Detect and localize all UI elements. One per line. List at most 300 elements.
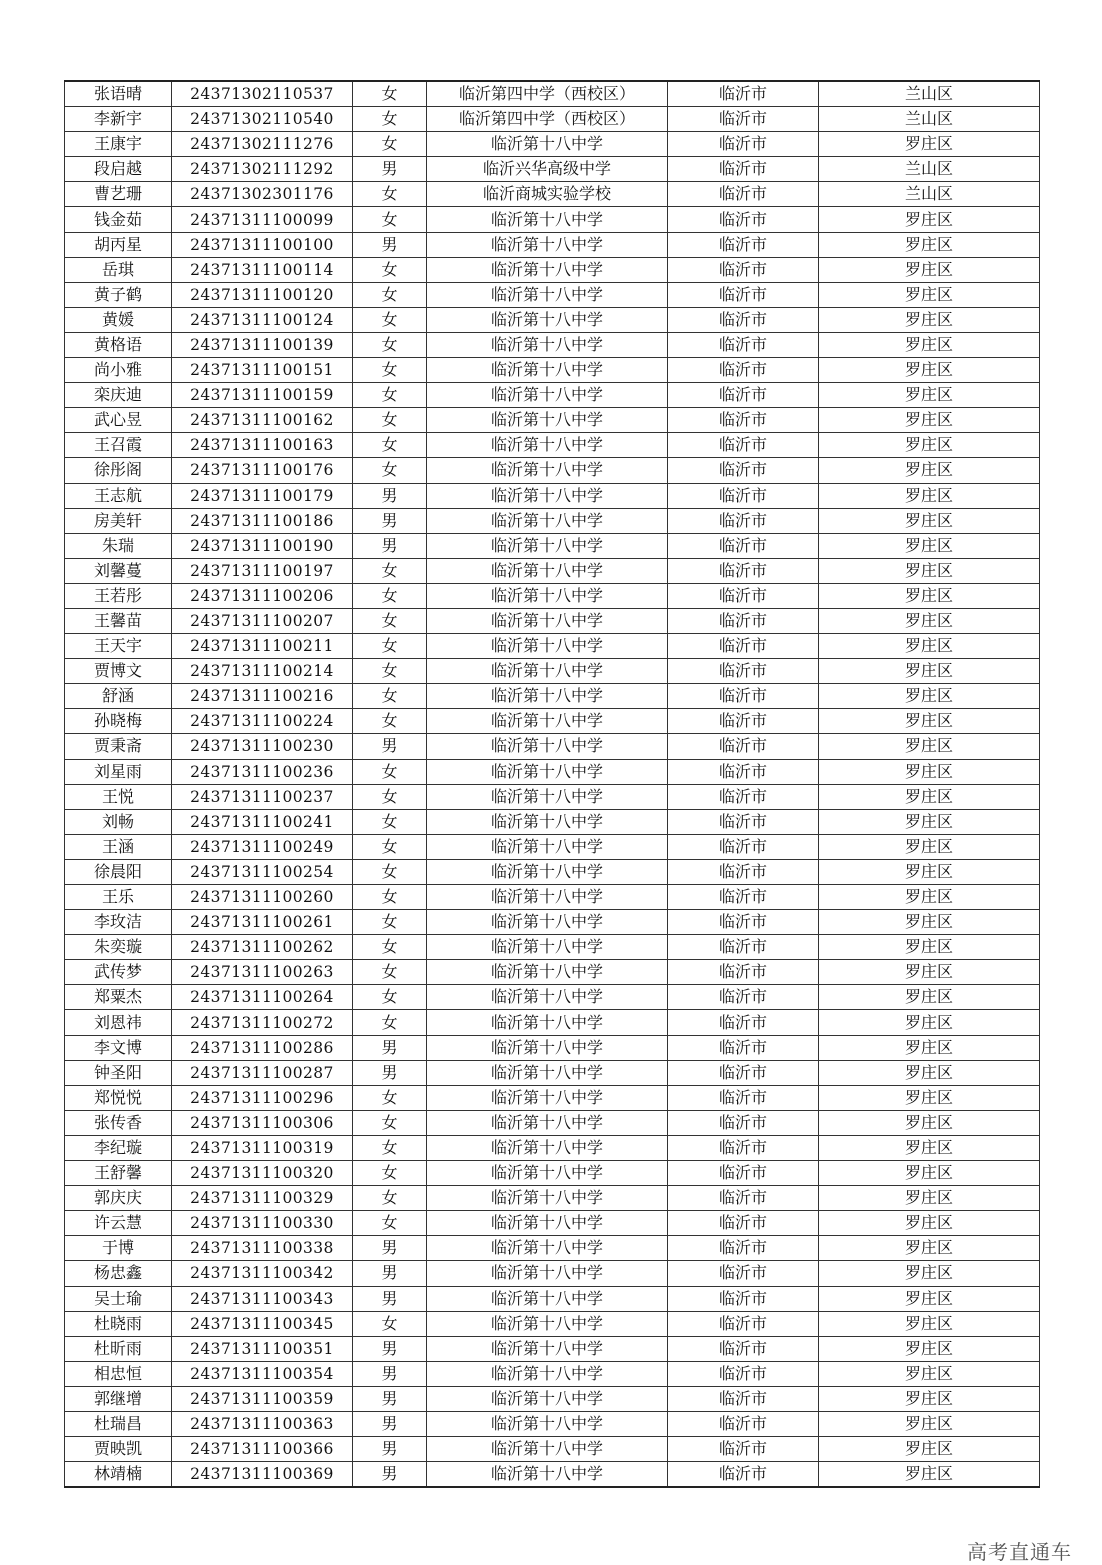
student-name-cell: 于博 <box>65 1236 172 1261</box>
city-cell: 临沂市 <box>668 207 819 232</box>
table-row <box>65 1311 1040 1336</box>
table-row <box>65 533 1040 558</box>
exam-number-cell: 24371311100319 <box>172 1135 353 1160</box>
exam-number-cell: 24371311100354 <box>172 1361 353 1386</box>
city-cell: 临沂市 <box>668 1186 819 1211</box>
table-row <box>65 558 1040 583</box>
table-row <box>65 583 1040 608</box>
exam-number-cell: 24371311100272 <box>172 1010 353 1035</box>
city-cell: 临沂市 <box>668 1311 819 1336</box>
student-name-cell: 王康宇 <box>65 132 172 157</box>
city-cell: 临沂市 <box>668 809 819 834</box>
gender-cell: 男 <box>353 232 427 257</box>
student-name-cell: 胡丙星 <box>65 232 172 257</box>
table-row <box>65 608 1040 633</box>
city-cell: 临沂市 <box>668 1261 819 1286</box>
table-row <box>65 483 1040 508</box>
student-name-cell: 王乐 <box>65 885 172 910</box>
table-row <box>65 985 1040 1010</box>
gender-cell: 女 <box>353 1110 427 1135</box>
table-row <box>65 207 1040 232</box>
table-row <box>65 885 1040 910</box>
school-name-cell: 临沂第十八中学 <box>427 1386 668 1411</box>
city-cell: 临沂市 <box>668 232 819 257</box>
exam-number-cell: 24371311100363 <box>172 1411 353 1436</box>
school-name-cell: 临沂第四中学（西校区） <box>427 107 668 132</box>
student-name-cell: 曹艺珊 <box>65 182 172 207</box>
gender-cell: 女 <box>353 358 427 383</box>
district-cell: 罗庄区 <box>819 207 1040 232</box>
gender-cell: 女 <box>353 207 427 232</box>
exam-number-cell: 24371311100139 <box>172 332 353 357</box>
district-cell: 罗庄区 <box>819 408 1040 433</box>
student-name-cell: 王涵 <box>65 834 172 859</box>
district-cell: 罗庄区 <box>819 1386 1040 1411</box>
school-name-cell: 临沂第十八中学 <box>427 784 668 809</box>
school-name-cell: 临沂第十八中学 <box>427 1311 668 1336</box>
gender-cell: 男 <box>353 1261 427 1286</box>
table-row <box>65 157 1040 182</box>
gender-cell: 女 <box>353 935 427 960</box>
student-name-cell: 孙晓梅 <box>65 709 172 734</box>
student-name-cell: 王舒馨 <box>65 1161 172 1186</box>
city-cell: 临沂市 <box>668 734 819 759</box>
student-name-cell: 武传梦 <box>65 960 172 985</box>
school-name-cell: 临沂第十八中学 <box>427 132 668 157</box>
city-cell: 临沂市 <box>668 1135 819 1160</box>
city-cell: 临沂市 <box>668 408 819 433</box>
school-name-cell: 临沂兴华高级中学 <box>427 157 668 182</box>
table-row <box>65 1085 1040 1110</box>
school-name-cell: 临沂第十八中学 <box>427 232 668 257</box>
district-cell: 罗庄区 <box>819 1085 1040 1110</box>
exam-number-cell: 24371311100114 <box>172 257 353 282</box>
student-name-cell: 钱金茹 <box>65 207 172 232</box>
gender-cell: 男 <box>353 1462 427 1488</box>
student-name-cell: 黄子鹤 <box>65 282 172 307</box>
district-cell: 罗庄区 <box>819 1186 1040 1211</box>
city-cell: 临沂市 <box>668 107 819 132</box>
school-name-cell: 临沂第十八中学 <box>427 1437 668 1462</box>
exam-number-cell: 24371311100306 <box>172 1110 353 1135</box>
district-cell: 罗庄区 <box>819 885 1040 910</box>
district-cell: 罗庄区 <box>819 533 1040 558</box>
exam-number-cell: 24371311100260 <box>172 885 353 910</box>
gender-cell: 女 <box>353 583 427 608</box>
city-cell: 临沂市 <box>668 759 819 784</box>
exam-number-cell: 24371311100159 <box>172 383 353 408</box>
exam-number-cell: 24371311100163 <box>172 433 353 458</box>
table-row <box>65 232 1040 257</box>
city-cell: 临沂市 <box>668 1361 819 1386</box>
student-name-cell: 郭庆庆 <box>65 1186 172 1211</box>
school-name-cell: 临沂第十八中学 <box>427 1010 668 1035</box>
student-name-cell: 林靖楠 <box>65 1462 172 1488</box>
city-cell: 临沂市 <box>668 634 819 659</box>
city-cell: 临沂市 <box>668 1411 819 1436</box>
district-cell: 罗庄区 <box>819 1361 1040 1386</box>
student-name-cell: 刘畅 <box>65 809 172 834</box>
student-name-cell: 李玫洁 <box>65 910 172 935</box>
district-cell: 罗庄区 <box>819 1286 1040 1311</box>
gender-cell: 男 <box>353 1361 427 1386</box>
gender-cell: 女 <box>353 458 427 483</box>
district-cell: 罗庄区 <box>819 1236 1040 1261</box>
exam-number-cell: 24371311100211 <box>172 634 353 659</box>
school-name-cell: 临沂第十八中学 <box>427 1085 668 1110</box>
table-row <box>65 1437 1040 1462</box>
student-name-cell: 杜晓雨 <box>65 1311 172 1336</box>
district-cell: 罗庄区 <box>819 1261 1040 1286</box>
school-name-cell: 临沂第十八中学 <box>427 1411 668 1436</box>
gender-cell: 男 <box>353 734 427 759</box>
student-name-cell: 王志航 <box>65 483 172 508</box>
school-name-cell: 临沂第十八中学 <box>427 1236 668 1261</box>
gender-cell: 女 <box>353 709 427 734</box>
exam-number-cell: 24371311100099 <box>172 207 353 232</box>
gender-cell: 女 <box>353 1186 427 1211</box>
gender-cell: 女 <box>353 910 427 935</box>
student-name-cell: 许云慧 <box>65 1211 172 1236</box>
city-cell: 临沂市 <box>668 558 819 583</box>
exam-number-cell: 24371302301176 <box>172 182 353 207</box>
school-name-cell: 临沂第十八中学 <box>427 859 668 884</box>
school-name-cell: 临沂第十八中学 <box>427 960 668 985</box>
city-cell: 临沂市 <box>668 1085 819 1110</box>
school-name-cell: 临沂第十八中学 <box>427 1261 668 1286</box>
exam-number-cell: 24371311100249 <box>172 834 353 859</box>
city-cell: 临沂市 <box>668 659 819 684</box>
table-row <box>65 935 1040 960</box>
exam-number-cell: 24371311100263 <box>172 960 353 985</box>
district-cell: 罗庄区 <box>819 1311 1040 1336</box>
city-cell: 临沂市 <box>668 1060 819 1085</box>
exam-number-cell: 24371302110537 <box>172 81 353 107</box>
city-cell: 临沂市 <box>668 1161 819 1186</box>
exam-number-cell: 24371311100237 <box>172 784 353 809</box>
exam-number-cell: 24371311100366 <box>172 1437 353 1462</box>
school-name-cell: 临沂第十八中学 <box>427 282 668 307</box>
exam-number-cell: 24371311100179 <box>172 483 353 508</box>
table-row <box>65 910 1040 935</box>
student-name-cell: 舒涵 <box>65 684 172 709</box>
city-cell: 临沂市 <box>668 458 819 483</box>
district-cell: 罗庄区 <box>819 1462 1040 1488</box>
gender-cell: 女 <box>353 608 427 633</box>
table-row <box>65 508 1040 533</box>
gender-cell: 女 <box>353 282 427 307</box>
district-cell: 罗庄区 <box>819 458 1040 483</box>
table-row <box>65 1236 1040 1261</box>
table-row <box>65 358 1040 383</box>
city-cell: 临沂市 <box>668 910 819 935</box>
exam-number-cell: 24371311100330 <box>172 1211 353 1236</box>
exam-number-cell: 24371311100369 <box>172 1462 353 1488</box>
table-row <box>65 257 1040 282</box>
exam-number-cell: 24371311100124 <box>172 307 353 332</box>
district-cell: 罗庄区 <box>819 784 1040 809</box>
gender-cell: 男 <box>353 1236 427 1261</box>
district-cell: 罗庄区 <box>819 734 1040 759</box>
district-cell: 罗庄区 <box>819 1437 1040 1462</box>
table-row <box>65 809 1040 834</box>
table-row <box>65 1060 1040 1085</box>
city-cell: 临沂市 <box>668 985 819 1010</box>
school-name-cell: 临沂第十八中学 <box>427 558 668 583</box>
student-name-cell: 钟圣阳 <box>65 1060 172 1085</box>
gender-cell: 男 <box>353 508 427 533</box>
table-row <box>65 709 1040 734</box>
city-cell: 临沂市 <box>668 784 819 809</box>
student-name-cell: 王馨苗 <box>65 608 172 633</box>
gender-cell: 女 <box>353 834 427 859</box>
gender-cell: 女 <box>353 1010 427 1035</box>
city-cell: 临沂市 <box>668 533 819 558</box>
table-row <box>65 307 1040 332</box>
table-row <box>65 1411 1040 1436</box>
gender-cell: 男 <box>353 1437 427 1462</box>
district-cell: 罗庄区 <box>819 834 1040 859</box>
school-name-cell: 临沂第十八中学 <box>427 634 668 659</box>
city-cell: 临沂市 <box>668 960 819 985</box>
exam-number-cell: 24371311100320 <box>172 1161 353 1186</box>
city-cell: 临沂市 <box>668 1437 819 1462</box>
school-name-cell: 临沂第十八中学 <box>427 1110 668 1135</box>
district-cell: 罗庄区 <box>819 759 1040 784</box>
student-name-cell: 张传香 <box>65 1110 172 1135</box>
district-cell: 罗庄区 <box>819 132 1040 157</box>
student-name-cell: 贾博文 <box>65 659 172 684</box>
exam-number-cell: 24371311100264 <box>172 985 353 1010</box>
school-name-cell: 临沂第十八中学 <box>427 910 668 935</box>
district-cell: 罗庄区 <box>819 383 1040 408</box>
student-name-cell: 王悦 <box>65 784 172 809</box>
district-cell: 罗庄区 <box>819 1060 1040 1085</box>
school-name-cell: 临沂第十八中学 <box>427 358 668 383</box>
city-cell: 临沂市 <box>668 608 819 633</box>
school-name-cell: 临沂第十八中学 <box>427 1135 668 1160</box>
gender-cell: 女 <box>353 1311 427 1336</box>
table-row <box>65 684 1040 709</box>
table-row <box>65 960 1040 985</box>
gender-cell: 女 <box>353 659 427 684</box>
school-name-cell: 临沂第十八中学 <box>427 734 668 759</box>
table-row <box>65 1211 1040 1236</box>
gender-cell: 女 <box>353 1161 427 1186</box>
city-cell: 临沂市 <box>668 834 819 859</box>
student-name-cell: 李文博 <box>65 1035 172 1060</box>
district-cell: 罗庄区 <box>819 809 1040 834</box>
district-cell: 罗庄区 <box>819 583 1040 608</box>
exam-number-cell: 24371311100176 <box>172 458 353 483</box>
table-row <box>65 1261 1040 1286</box>
school-name-cell: 临沂第十八中学 <box>427 383 668 408</box>
city-cell: 临沂市 <box>668 1462 819 1488</box>
district-cell: 罗庄区 <box>819 307 1040 332</box>
city-cell: 临沂市 <box>668 684 819 709</box>
gender-cell: 男 <box>353 533 427 558</box>
school-name-cell: 临沂第十八中学 <box>427 1211 668 1236</box>
district-cell: 罗庄区 <box>819 910 1040 935</box>
table-row <box>65 1386 1040 1411</box>
gender-cell: 女 <box>353 132 427 157</box>
exam-number-cell: 24371302111276 <box>172 132 353 157</box>
gender-cell: 女 <box>353 885 427 910</box>
table-row <box>65 408 1040 433</box>
exam-number-cell: 24371311100186 <box>172 508 353 533</box>
city-cell: 临沂市 <box>668 1336 819 1361</box>
table-row <box>65 659 1040 684</box>
district-cell: 罗庄区 <box>819 859 1040 884</box>
table-row <box>65 859 1040 884</box>
district-cell: 罗庄区 <box>819 608 1040 633</box>
district-cell: 罗庄区 <box>819 684 1040 709</box>
student-name-cell: 朱奕璇 <box>65 935 172 960</box>
district-cell: 兰山区 <box>819 182 1040 207</box>
school-name-cell: 临沂第十八中学 <box>427 583 668 608</box>
table-row <box>65 1010 1040 1035</box>
gender-cell: 女 <box>353 1085 427 1110</box>
student-name-cell: 王若彤 <box>65 583 172 608</box>
gender-cell: 女 <box>353 985 427 1010</box>
city-cell: 临沂市 <box>668 182 819 207</box>
school-name-cell: 临沂第十八中学 <box>427 985 668 1010</box>
school-name-cell: 临沂第十八中学 <box>427 608 668 633</box>
city-cell: 临沂市 <box>668 1286 819 1311</box>
gender-cell: 女 <box>353 182 427 207</box>
student-name-cell: 徐晨阳 <box>65 859 172 884</box>
gender-cell: 女 <box>353 809 427 834</box>
city-cell: 临沂市 <box>668 157 819 182</box>
district-cell: 兰山区 <box>819 107 1040 132</box>
roster-body <box>65 81 1040 1487</box>
student-name-cell: 吴士瑜 <box>65 1286 172 1311</box>
gender-cell: 男 <box>353 483 427 508</box>
table-row <box>65 1135 1040 1160</box>
student-name-cell: 房美轩 <box>65 508 172 533</box>
school-name-cell: 临沂第十八中学 <box>427 659 668 684</box>
exam-number-cell: 24371311100241 <box>172 809 353 834</box>
school-name-cell: 临沂第十八中学 <box>427 834 668 859</box>
student-name-cell: 刘星雨 <box>65 759 172 784</box>
table-row <box>65 734 1040 759</box>
table-row <box>65 634 1040 659</box>
exam-number-cell: 24371311100261 <box>172 910 353 935</box>
student-name-cell: 贾秉斋 <box>65 734 172 759</box>
student-name-cell: 段启越 <box>65 157 172 182</box>
city-cell: 临沂市 <box>668 1035 819 1060</box>
district-cell: 罗庄区 <box>819 1161 1040 1186</box>
exam-number-cell: 24371311100345 <box>172 1311 353 1336</box>
district-cell: 罗庄区 <box>819 634 1040 659</box>
exam-number-cell: 24371311100230 <box>172 734 353 759</box>
exam-number-cell: 24371311100197 <box>172 558 353 583</box>
city-cell: 临沂市 <box>668 81 819 107</box>
school-name-cell: 临沂第十八中学 <box>427 1336 668 1361</box>
table-row <box>65 1161 1040 1186</box>
city-cell: 临沂市 <box>668 257 819 282</box>
district-cell: 罗庄区 <box>819 1411 1040 1436</box>
city-cell: 临沂市 <box>668 307 819 332</box>
table-row <box>65 132 1040 157</box>
exam-number-cell: 24371311100343 <box>172 1286 353 1311</box>
school-name-cell: 临沂第十八中学 <box>427 1161 668 1186</box>
city-cell: 临沂市 <box>668 358 819 383</box>
district-cell: 罗庄区 <box>819 985 1040 1010</box>
district-cell: 罗庄区 <box>819 960 1040 985</box>
student-name-cell: 杨忠鑫 <box>65 1261 172 1286</box>
city-cell: 临沂市 <box>668 332 819 357</box>
gender-cell: 男 <box>353 1060 427 1085</box>
exam-number-cell: 24371311100262 <box>172 935 353 960</box>
table-row <box>65 1336 1040 1361</box>
district-cell: 罗庄区 <box>819 1010 1040 1035</box>
school-name-cell: 临沂第十八中学 <box>427 1035 668 1060</box>
district-cell: 罗庄区 <box>819 232 1040 257</box>
exam-number-cell: 24371311100100 <box>172 232 353 257</box>
school-name-cell: 临沂第十八中学 <box>427 935 668 960</box>
table-row <box>65 1286 1040 1311</box>
school-name-cell: 临沂第十八中学 <box>427 759 668 784</box>
gender-cell: 男 <box>353 1035 427 1060</box>
exam-number-cell: 24371311100207 <box>172 608 353 633</box>
table-row <box>65 1110 1040 1135</box>
table-row <box>65 1035 1040 1060</box>
gender-cell: 男 <box>353 157 427 182</box>
city-cell: 临沂市 <box>668 1110 819 1135</box>
school-name-cell: 临沂第十八中学 <box>427 207 668 232</box>
district-cell: 兰山区 <box>819 157 1040 182</box>
school-name-cell: 临沂商城实验学校 <box>427 182 668 207</box>
city-cell: 临沂市 <box>668 709 819 734</box>
district-cell: 罗庄区 <box>819 508 1040 533</box>
gender-cell: 女 <box>353 684 427 709</box>
city-cell: 临沂市 <box>668 383 819 408</box>
district-cell: 罗庄区 <box>819 282 1040 307</box>
exam-number-cell: 24371311100206 <box>172 583 353 608</box>
gender-cell: 女 <box>353 859 427 884</box>
school-name-cell: 临沂第十八中学 <box>427 257 668 282</box>
table-row <box>65 784 1040 809</box>
exam-number-cell: 24371311100216 <box>172 684 353 709</box>
district-cell: 罗庄区 <box>819 257 1040 282</box>
district-cell: 罗庄区 <box>819 709 1040 734</box>
exam-number-cell: 24371311100359 <box>172 1386 353 1411</box>
student-name-cell: 朱瑞 <box>65 533 172 558</box>
exam-number-cell: 24371311100329 <box>172 1186 353 1211</box>
city-cell: 临沂市 <box>668 483 819 508</box>
school-name-cell: 临沂第十八中学 <box>427 684 668 709</box>
student-name-cell: 王天宇 <box>65 634 172 659</box>
student-name-cell: 黄媛 <box>65 307 172 332</box>
exam-number-cell: 24371311100120 <box>172 282 353 307</box>
district-cell: 罗庄区 <box>819 332 1040 357</box>
school-name-cell: 临沂第十八中学 <box>427 809 668 834</box>
gender-cell: 女 <box>353 1211 427 1236</box>
city-cell: 临沂市 <box>668 859 819 884</box>
city-cell: 临沂市 <box>668 935 819 960</box>
table-row <box>65 282 1040 307</box>
gender-cell: 女 <box>353 307 427 332</box>
city-cell: 临沂市 <box>668 508 819 533</box>
table-row <box>65 433 1040 458</box>
gender-cell: 男 <box>353 1386 427 1411</box>
school-name-cell: 临沂第十八中学 <box>427 709 668 734</box>
school-name-cell: 临沂第十八中学 <box>427 1186 668 1211</box>
exam-number-cell: 24371311100286 <box>172 1035 353 1060</box>
gender-cell: 女 <box>353 107 427 132</box>
school-name-cell: 临沂第十八中学 <box>427 332 668 357</box>
